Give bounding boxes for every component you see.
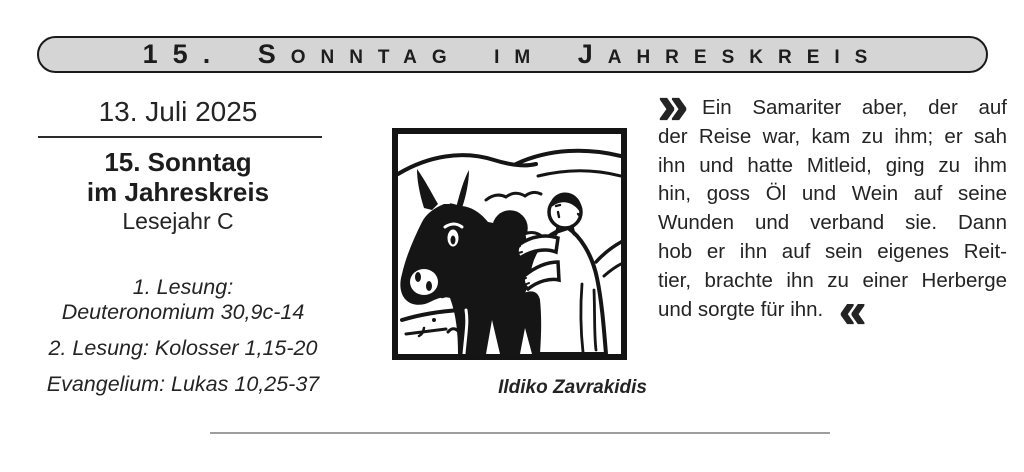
- readings-list: [13, 275, 353, 397]
- title-banner: [37, 36, 988, 73]
- date-heading: 13. Juli 2025: [98, 96, 258, 127]
- quote-line: hob er ihn auf sein eigenes Reit-: [658, 239, 1007, 263]
- sunday-title-line2: im Jahreskreis: [86, 177, 270, 207]
- quote-line: der Reise war, kam zu ihm; er sah: [658, 124, 1007, 148]
- banner-title: 15. Sonntag im Jahreskreis: [142, 39, 883, 69]
- bottom-divider: [210, 432, 830, 434]
- quote-line: hin, goss Öl und Wein auf seine: [658, 182, 1007, 206]
- quote-line: und sorgte für ihn. «: [658, 284, 866, 338]
- reading-line: 2. Lesung: Kolosser 1,15-20: [48, 336, 318, 360]
- lectionary-year: Lesejahr C: [122, 208, 234, 234]
- quote-line: tier, brachte ihn zu einer Herberge: [658, 268, 1007, 292]
- quote-line: ihn und hatte Mitleid, ging zu ihm: [658, 153, 1007, 177]
- illustration-credit: Ildiko Zavrakidis: [498, 377, 647, 398]
- reading-line: Evangelium: Lukas 10,25-37: [46, 372, 320, 396]
- sunday-title-line1: 15. Sonntag: [104, 147, 252, 177]
- quote-line-text: Ein Samariter aber, der auf: [702, 96, 1007, 119]
- donkey-samaritan-illustration: [398, 134, 621, 354]
- illustration-frame: [392, 128, 627, 360]
- quote-line: Wunden und verband sie. Dann: [658, 211, 1007, 235]
- quote-line: » Ein Samariter aber, der auf: [658, 75, 1007, 135]
- sunday-title: [28, 147, 328, 207]
- quote-line-text: und sorgte für ihn.: [658, 297, 824, 321]
- date-underline: [38, 136, 322, 138]
- gospel-quote: [658, 75, 1007, 338]
- reading-line: Deuteronomium 30,9c-14: [61, 300, 305, 324]
- reading-line: 1. Lesung:: [132, 275, 234, 299]
